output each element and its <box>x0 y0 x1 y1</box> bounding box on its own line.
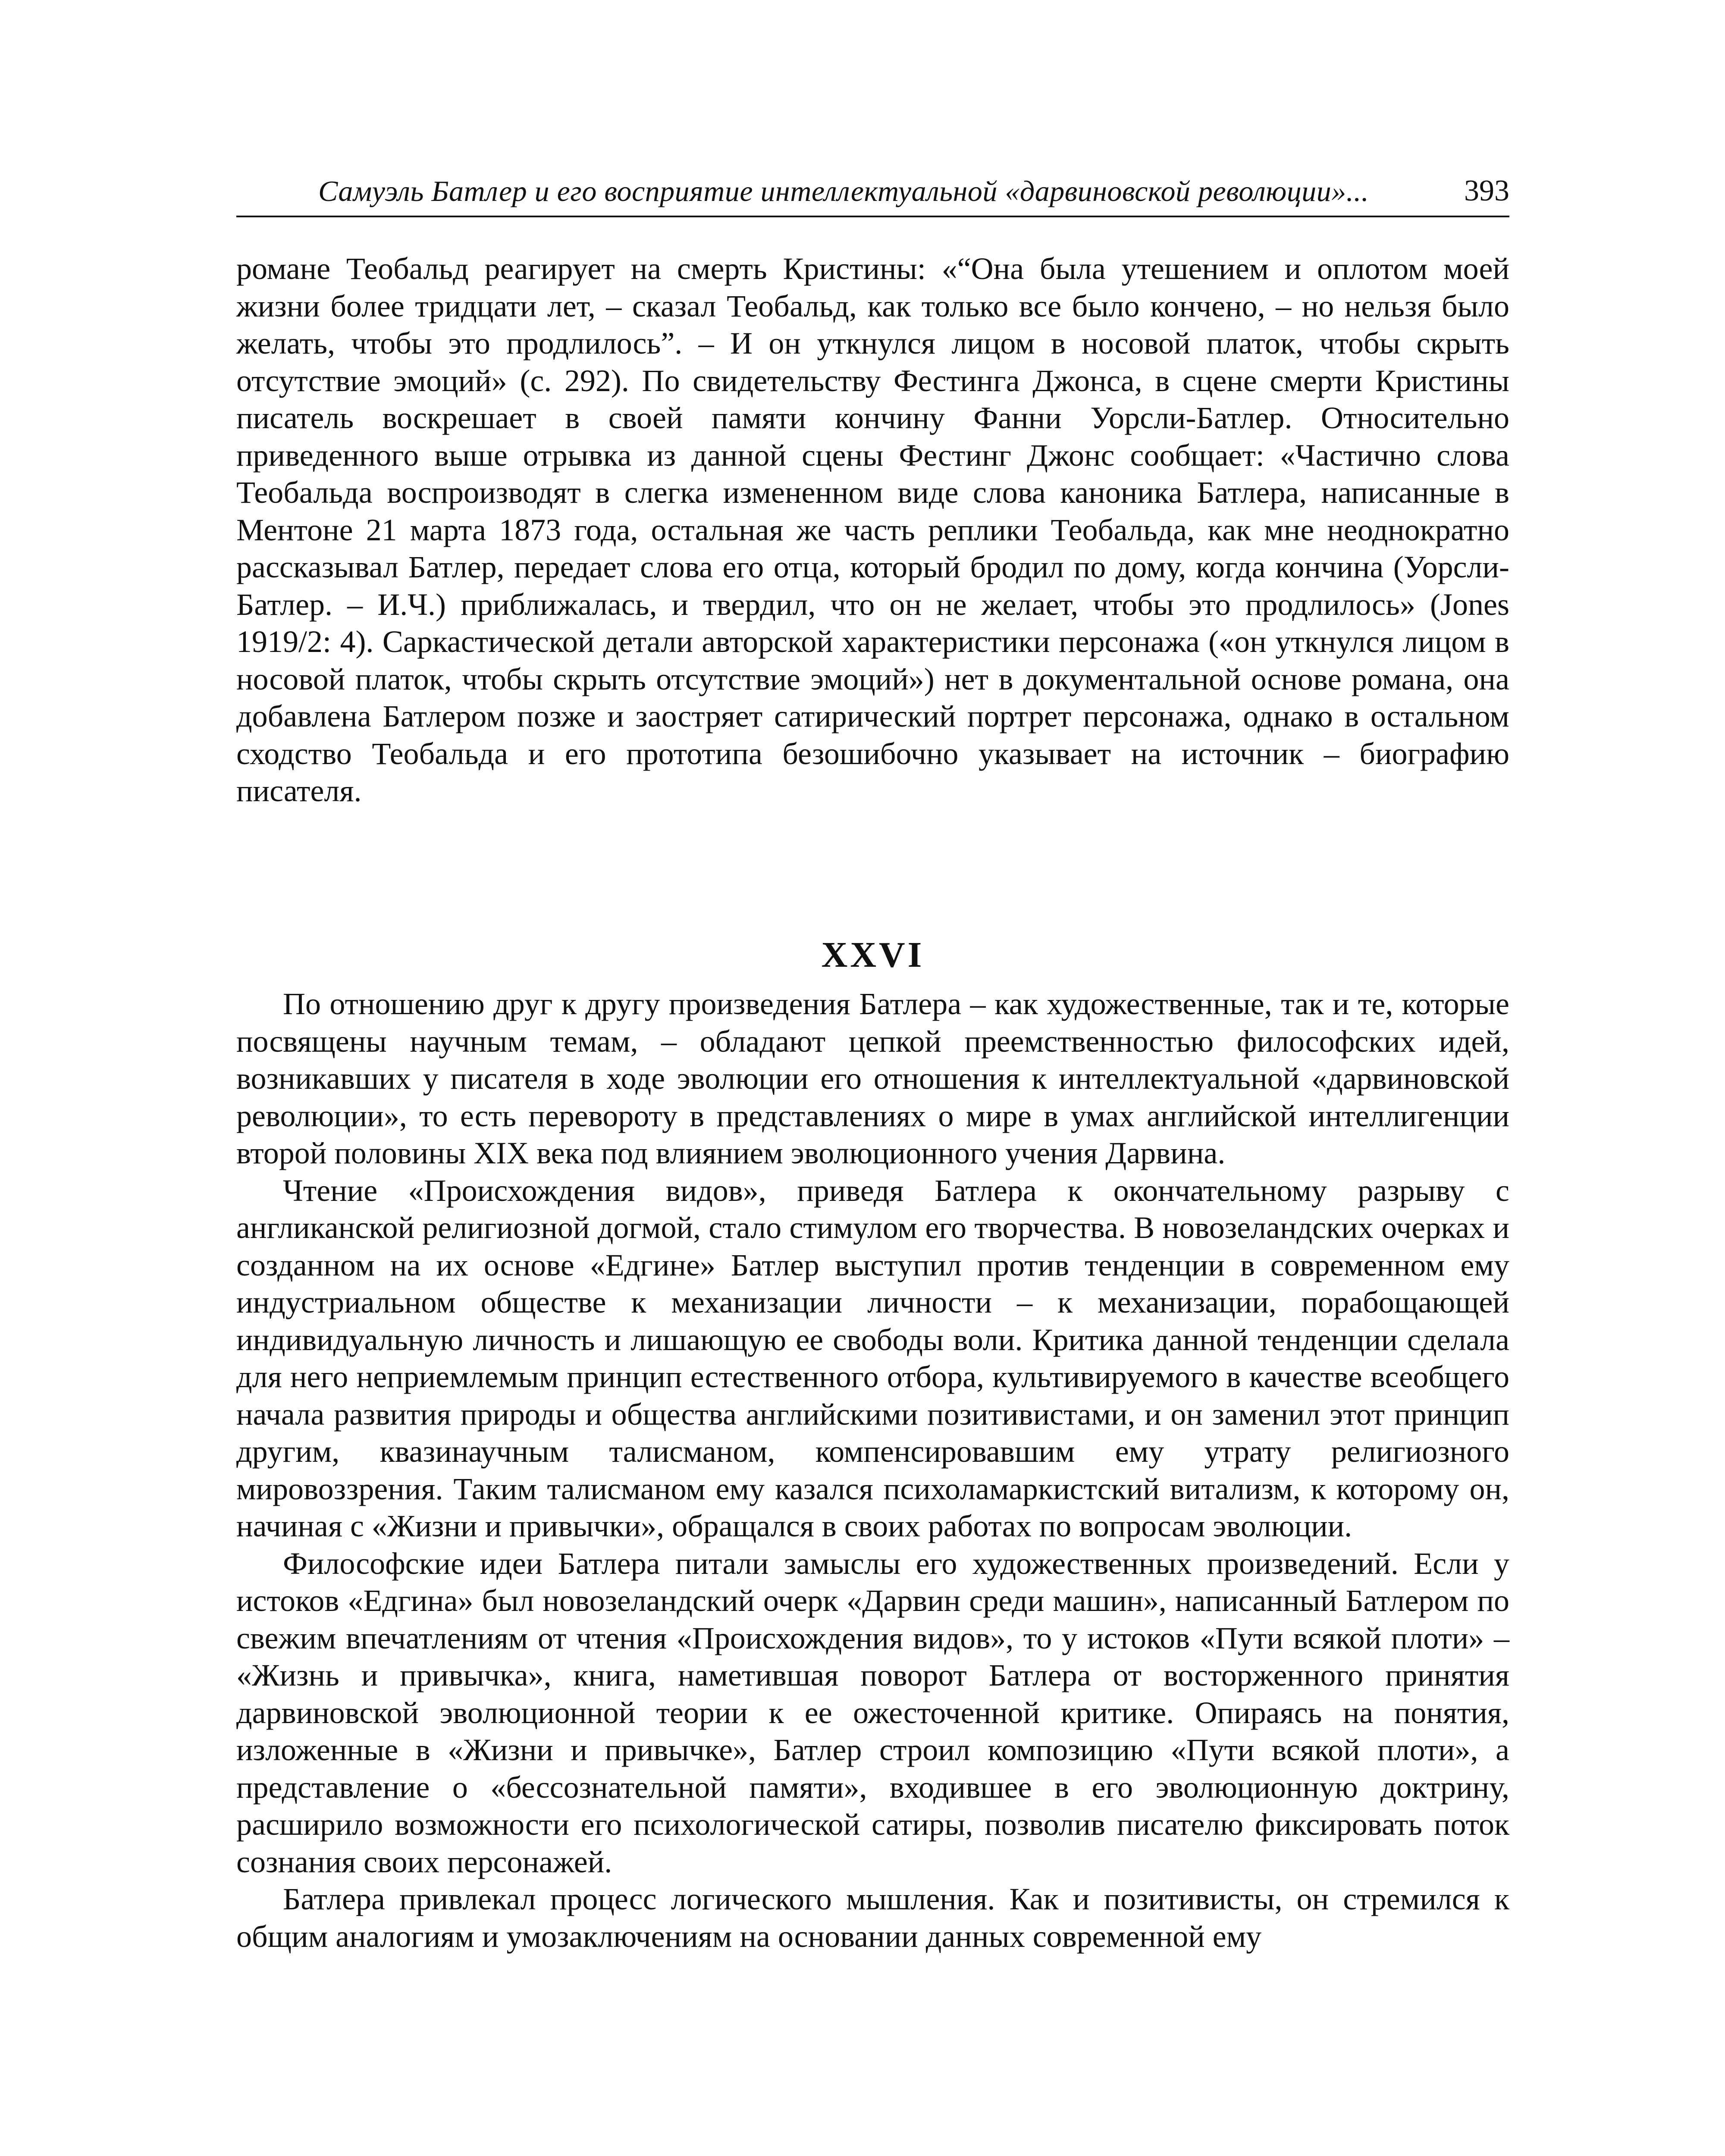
paragraph: По отношению друг к другу произведения Батлера – как художественные, так и те, которые посвящены научным темам, – обладают цепкой преемственностью философских идей, возникавших у писателя в ходе эволюции его отношения к интеллектуальной «дарвиновской революции», то есть перевороту в представлениях о мире в умах английской интеллигенции второй половины XIX века под влиянием эволюционного учения Дарвина. <box>236 987 1509 1170</box>
section-text-block <box>236 985 1509 1955</box>
paragraph: Батлера привлекал процесс логического мышления. Как и позитивисты, он стремился к общим аналогиям и умозаключениям на основании данных современной ему <box>236 1882 1509 1954</box>
paragraph: Чтение «Происхождения видов», приведя Батлера к окончательному разрыву с англиканской религиозной догмой, стало стимулом его творчества. В новозеландских очерках и созданном на их основе «Едгине» Батлер выступил против тенденции в современном ему индустриальном обществе к механизации личности – к механизации, порабощающей индивидуальную личность и лишающую ее свободы воли. Критика данной тенденции сделала для него неприемлемым принцип естественного отбора, культивируемого в качестве всеобщего начала развития природы и общества английскими позитивистами, и он заменил этот принцип другим, квазинаучным талисманом, компенсировавшим ему утрату религиозного мировоззрения. Таким талисманом ему казался психоламаркистский витализм, к которому он, начиная с «Жизни и привычки», обращался в своих работах по вопросам эволюции. <box>236 1173 1509 1543</box>
page-header <box>236 164 1509 217</box>
section-heading: XXVI <box>821 934 925 975</box>
running-title: Самуэль Батлер и его восприятие интеллектуальной «дарвиновской революции»... <box>318 175 1369 207</box>
continued-text-block <box>236 250 1509 810</box>
paragraph: романе Теобальд реагирует на смерть Кристины: «“Она была утешением и оплотом моей жизни более тридцати лет, – сказал Теобальд, как только все было кончено, – но нельзя было желать, чтобы это продлилось”. – И он уткнулся лицом в носовой платок, чтобы скрыть отсутствие эмоций» (с. 292). По свидетельству Фестинга Джонса, в сцене смерти Кристины писатель воскрешает в своей памяти кончину Фанни Уорсли-Батлер. Относительно приведенного выше отрывка из данной сцены Фестинг Джонс сообщает: «Частично слова Теобальда воспроизводят в слегка измененном виде слова каноника Батлера, написанные в Ментоне 21 марта 1873 года, остальная же часть реплики Теобальда, как мне неоднократно рассказывал Батлер, передает слова его отца, который бродил по дому, когда кончина (Уорсли-Батлер. – И.Ч.) приближалась, и твердил, что он не желает, чтобы это продлилось» (Jones 1919/2: 4). Саркастической детали авторской характеристики персонажа («он уткнулся лицом в носовой платок, чтобы скрыть отсутствие эмоций») нет в документальной основе романа, она добавлена Батлером позже и заостряет сатирический портрет персонажа, однако в остальном сходство Теобальда и его прототипа безошибочно указывает на источник – биографию писателя. <box>236 251 1509 808</box>
paragraph: Философские идеи Батлера питали замыслы его художественных произведений. Если у истоков «Едгина» был новозеландский очерк «Дарвин среди машин», написанный Батлером по свежим впечатлениям от чтения «Происхождения видов», то у истоков «Пути всякой плоти» – «Жизнь и привычка», книга, наметившая поворот Батлера от восторженного принятия дарвиновской эволюционной теории к ее ожесточенной критике. Опираясь на понятия, изложенные в «Жизни и привычке», Батлер строил композицию «Пути всякой плоти», а представление о «бессознательной памяти», входившее в его эволюционную доктрину, расширило возможности его психологической сатиры, позволив писателю фиксировать поток сознания своих персонажей. <box>236 1546 1509 1879</box>
page-number: 393 <box>1464 174 1509 207</box>
